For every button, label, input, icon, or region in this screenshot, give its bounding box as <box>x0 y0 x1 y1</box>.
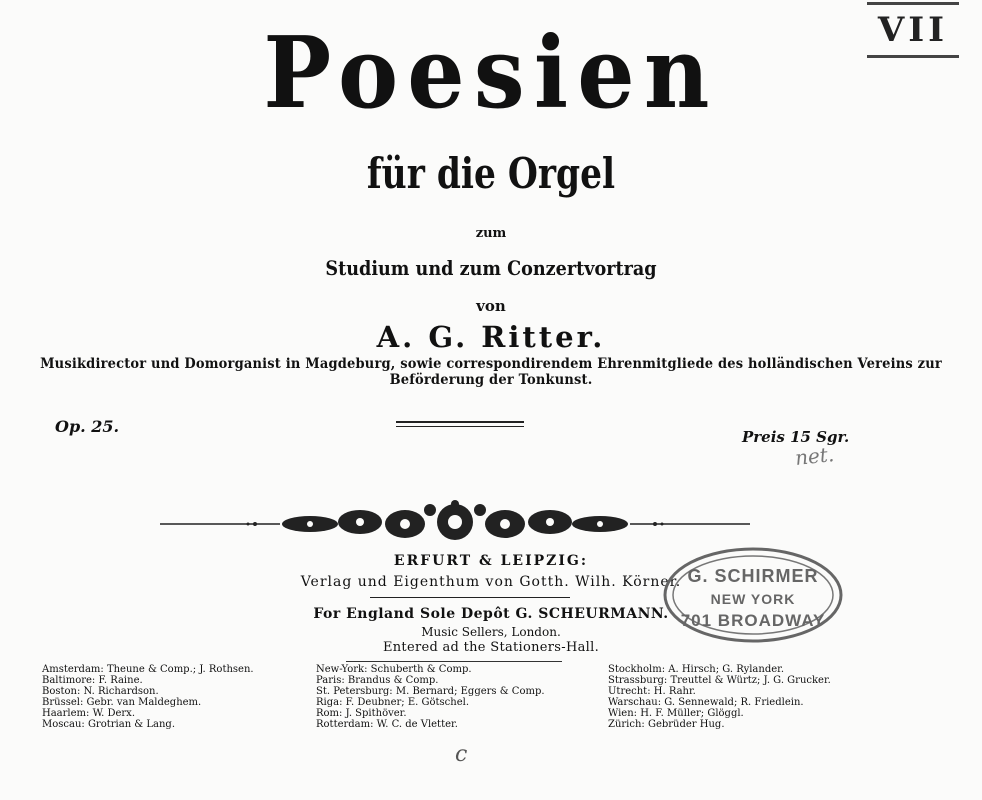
list-item: Stockholm: A. Hirsch; G. Rylander. <box>608 664 785 675</box>
connector-von: von <box>476 297 506 315</box>
list-item: Riga: F. Deubner; E. Götschel. <box>316 697 469 708</box>
volume-number-mark: VII <box>867 2 959 58</box>
list-item: Brüssel: Gebr. van Maldeghem. <box>42 697 202 708</box>
list-item: Boston: N. Richardson. <box>42 686 159 697</box>
schirmer-stamp-icon <box>662 546 844 644</box>
publisher-cities: ERFURT & LEIPZIG: <box>393 553 589 569</box>
list-item: Haarlem: W. Derx. <box>42 708 135 719</box>
list-item: Amsterdam: Theune & Comp.; J. Rothsen. <box>42 664 254 675</box>
pencil-annotation: net. <box>793 442 836 470</box>
list-item: Warschau: G. Sennewald; R. Friedlein. <box>608 697 804 708</box>
pencil-mark: c <box>455 742 468 767</box>
list-item: Rotterdam: W. C. de Vletter. <box>316 719 458 730</box>
agents-list-middle <box>316 664 545 730</box>
composer-name: A. G. Ritter. <box>376 320 606 354</box>
list-item: Wien: H. F. Müller; Glöggl. <box>608 708 744 719</box>
divider-rule <box>370 597 570 598</box>
stamp-line-3: 701 BROADWAY <box>680 611 826 630</box>
page-title: Poesien <box>263 16 719 131</box>
divider-rule <box>396 421 524 427</box>
list-item: Zürich: Gebrüder Hug. <box>608 719 725 730</box>
list-item: Utrecht: H. Rahr. <box>608 686 696 697</box>
england-depot: For England Sole Depôt G. SCHEURMANN. <box>313 606 669 622</box>
music-sellers: Music Sellers, London. <box>421 625 561 639</box>
ornamental-divider-icon <box>160 500 750 548</box>
composer-credentials: Musikdirector und Domorganist in Magdeburg, sowie correspondirendem Ehrenmitgliede des holländischen Vereins zur Beförderung der Tonkunst. <box>40 356 942 388</box>
opus-number: Op. 25. <box>55 417 120 436</box>
connector-zum: zum <box>475 226 507 241</box>
list-item: Strassburg: Treuttel & Würtz; J. G. Grucker. <box>608 675 831 686</box>
stamp-line-2: NEW YORK <box>710 591 796 607</box>
list-item: New-York: Schuberth & Comp. <box>316 664 472 675</box>
list-item: Baltimore: F. Raine. <box>42 675 143 686</box>
list-item: Paris: Brandus & Comp. <box>316 675 439 686</box>
subtitle: für die Orgel <box>366 149 616 198</box>
publisher-line: Verlag und Eigenthum von Gotth. Wilh. Körner. <box>300 574 682 590</box>
stationers-hall-entry: Entered ad the Stationers-Hall. <box>382 640 600 655</box>
list-item: Rom: J. Spithöver. <box>316 708 407 719</box>
agents-list-right <box>608 664 831 730</box>
purpose-line: Studium und zum Conzertvortrag <box>325 256 657 280</box>
divider-rule <box>346 661 562 662</box>
stamp-line-1: G. SCHIRMER <box>687 566 819 586</box>
list-item: Moscau: Grotrian & Lang. <box>42 719 176 730</box>
list-item: St. Petersburg: M. Bernard; Eggers & Comp. <box>316 686 545 697</box>
price-label: Preis 15 Sgr. <box>742 428 850 446</box>
agents-list-left <box>42 664 254 730</box>
